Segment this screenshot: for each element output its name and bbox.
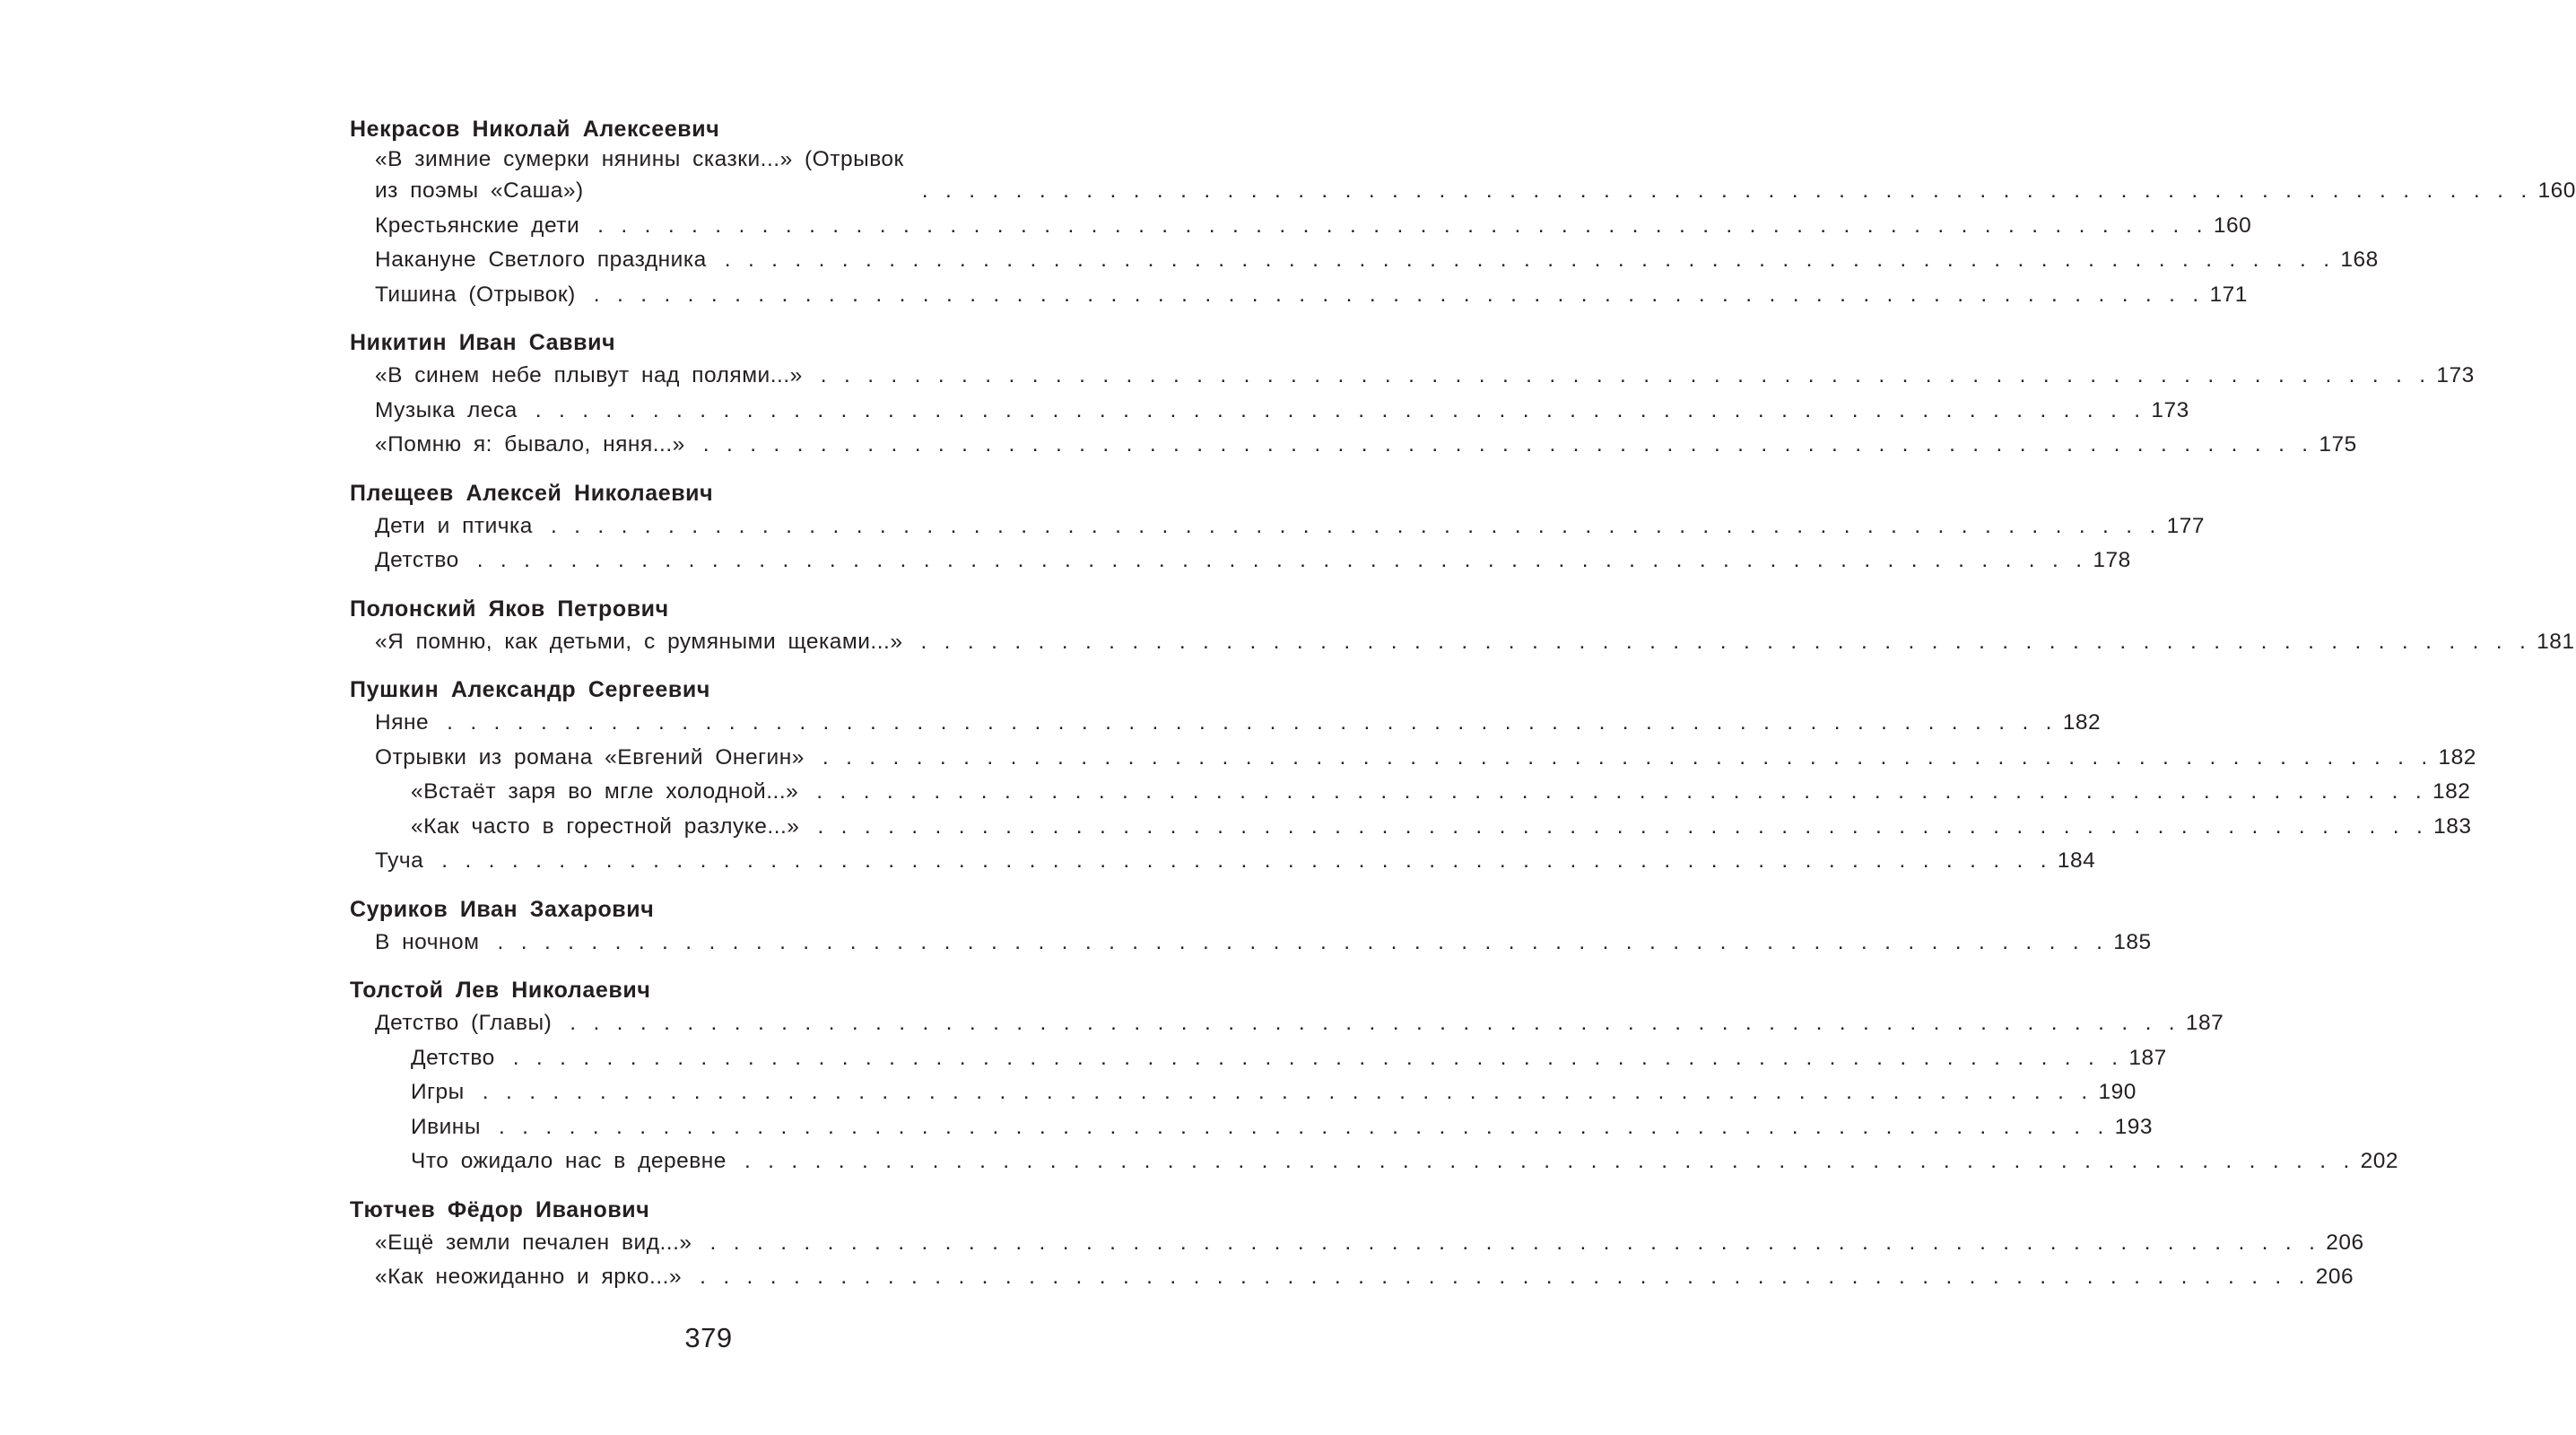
- page-ref: 173: [2436, 363, 2475, 387]
- page-ref: 187: [2185, 1011, 2224, 1035]
- dot-leader: . . . . . . . . . . . . . . . . . . . . . . . . . . . . . . . . . . . . . . . . . . . . . . . . . . . . . . . . . . . . . . . . . . . . .: [570, 1011, 2180, 1035]
- toc-subentry: [350, 810, 2472, 845]
- entry-title: [375, 145, 904, 209]
- entry-title-text: «Как неожиданно и ярко...»: [375, 1265, 683, 1289]
- toc-entry: [350, 1260, 2354, 1295]
- entry-title: [411, 775, 798, 810]
- dot-leader: . . . . . . . . . . . . . . . . . . . . . . . . . . . . . . . . . . . . . . . . . . . . . . . . . . . . . . . . . . . . . . . . . . . . .: [724, 248, 2336, 272]
- entry-title: [375, 741, 805, 776]
- entry-title: [411, 810, 799, 845]
- dot-leader: . . . . . . . . . . . . . . . . . . . . . . . . . . . . . . . . . . . . . . . . . . . . . . . . . . . . . . . . . . . . . . . . . . . . .: [744, 1149, 2355, 1173]
- dot-leader: . . . . . . . . . . . . . . . . . . . . . . . . . . . . . . . . . . . . . . . . . . . . . . . . . . . . . . . . . . . . . . . . . . . . .: [700, 1265, 2311, 1289]
- entry-title: [375, 359, 803, 394]
- toc-entry: [350, 278, 2248, 313]
- toc-section: [350, 974, 2398, 1179]
- toc-entry: [350, 1226, 2364, 1261]
- toc-entry: [350, 741, 2476, 776]
- dot-leader: . . . . . . . . . . . . . . . . . . . . . . . . . . . . . . . . . . . . . . . . . . . . . . . . . . . . . . . . . . . . . . . . . . . . .: [709, 1230, 2321, 1255]
- author-heading: Толстой Лев Николаевич: [350, 978, 651, 1003]
- entry-title: [411, 1075, 465, 1110]
- author-heading: Суриков Иван Захарович: [350, 896, 655, 922]
- page-ref: 160: [2537, 178, 2576, 203]
- page-ref: 184: [2057, 848, 2096, 873]
- author-heading: Никитин Иван Саввич: [350, 330, 616, 355]
- toc-entry: [350, 209, 2252, 244]
- toc-section: [350, 674, 2476, 879]
- dot-leader: . . . . . . . . . . . . . . . . . . . . . . . . . . . . . . . . . . . . . . . . . . . . . . . . . . . . . . . . . . . . . . . . . . . . .: [597, 213, 2208, 238]
- dot-leader: . . . . . . . . . . . . . . . . . . . . . . . . . . . . . . . . . . . . . . . . . . . . . . . . . . . . . . . . . . . . . . . . . . . . .: [816, 779, 2427, 804]
- page-ref: 182: [2062, 710, 2102, 735]
- entry-title: [375, 394, 518, 429]
- page-ref: 190: [2098, 1080, 2137, 1104]
- toc-entry: [350, 359, 2475, 394]
- entry-title: [411, 1110, 481, 1145]
- toc-subentry: [350, 1144, 2398, 1179]
- page-ref: 182: [2438, 744, 2476, 770]
- entry-title: [375, 844, 423, 879]
- entry-title-text: из поэмы «Саша»): [375, 178, 584, 203]
- entry-title-text: Тишина (Отрывок): [375, 282, 576, 307]
- page-ref: 206: [2326, 1230, 2364, 1255]
- entry-title: [375, 209, 579, 244]
- entry-title-text: Игры: [411, 1080, 465, 1104]
- entry-title: [411, 1144, 727, 1179]
- entry-title-text: Туча: [375, 848, 424, 873]
- dot-leader: . . . . . . . . . . . . . . . . . . . . . . . . . . . . . . . . . . . . . . . . . . . . . . . . . . . . . . . . . . . . . . . . . . . . .: [702, 432, 2314, 457]
- entry-title-text: Детство: [411, 1045, 495, 1070]
- toc-subentry: [350, 775, 2471, 810]
- page-ref: 206: [2315, 1265, 2354, 1289]
- table-of-contents: [350, 113, 2576, 1295]
- author-heading: Плещеев Алексей Николаевич: [350, 480, 714, 506]
- dot-leader: . . . . . . . . . . . . . . . . . . . . . . . . . . . . . . . . . . . . . . . . . . . . . . . . . . . . . . . . . . . . . . . . . . . . .: [447, 710, 2058, 735]
- entry-title-text: Няне: [375, 710, 430, 735]
- entry-title: [375, 1226, 692, 1261]
- toc-section: [350, 893, 2152, 961]
- page-ref: 187: [2128, 1045, 2167, 1070]
- entry-title-text: «Как часто в горестной разлуке...»: [411, 813, 800, 839]
- toc-entry: [350, 625, 2575, 660]
- toc-entry: [350, 706, 2102, 741]
- author-heading: Некрасов Николай Алексеевич: [350, 117, 720, 142]
- page-ref: 178: [2093, 548, 2131, 572]
- entry-title-text: Накануне Светлого праздника: [375, 248, 707, 272]
- dot-leader: . . . . . . . . . . . . . . . . . . . . . . . . . . . . . . . . . . . . . . . . . . . . . . . . . . . . . . . . . . . . . . . . . . . . .: [535, 397, 2146, 422]
- entry-title: [375, 278, 576, 313]
- toc-entry: [350, 926, 2152, 961]
- page-ref: 185: [2113, 929, 2152, 954]
- entry-title-text: Что ожидало нас в деревне: [411, 1149, 727, 1173]
- page-number: 379: [684, 1322, 733, 1353]
- page-ref: 182: [2432, 779, 2471, 804]
- dot-leader: . . . . . . . . . . . . . . . . . . . . . . . . . . . . . . . . . . . . . . . . . . . . . . . . . . . . . . . . . . . . . . . . . . . . .: [550, 513, 2162, 538]
- entry-title-text: В ночном: [375, 929, 480, 954]
- entry-title: [375, 706, 429, 741]
- entry-title-text: «Ещё земли печален вид...»: [375, 1230, 692, 1255]
- page-ref: 177: [2166, 513, 2205, 538]
- entry-title-text: Дети и птичка: [375, 513, 533, 538]
- toc-entry: [350, 145, 2576, 209]
- toc-subentry: [350, 1075, 2137, 1110]
- dot-leader: . . . . . . . . . . . . . . . . . . . . . . . . . . . . . . . . . . . . . . . . . . . . . . . . . . . . . . . . . . . . . . . . . . . . .: [498, 1114, 2110, 1139]
- toc-section: [350, 477, 2205, 578]
- entry-title: [375, 1260, 682, 1295]
- dot-leader: . . . . . . . . . . . . . . . . . . . . . . . . . . . . . . . . . . . . . . . . . . . . . . . . . . . . . . . . . . . . . . . . . . . . .: [593, 282, 2205, 307]
- dot-leader: . . . . . . . . . . . . . . . . . . . . . . . . . . . . . . . . . . . . . . . . . . . . . . . . . . . . . . . . . . . . . . . . . . . . .: [482, 1080, 2093, 1104]
- author-heading: Полонский Яков Петрович: [350, 596, 669, 622]
- toc-entry: [350, 509, 2205, 544]
- entry-title-text: «Помню я: бывало, няня...»: [375, 432, 685, 457]
- dot-leader: . . . . . . . . . . . . . . . . . . . . . . . . . . . . . . . . . . . . . . . . . . . . . . . . . . . . . . . . . . . . . . . . . . . . .: [921, 178, 2533, 203]
- toc-section: [350, 1194, 2364, 1295]
- entry-title: [411, 1041, 495, 1076]
- page-ref: 168: [2340, 248, 2379, 272]
- dot-leader: . . . . . . . . . . . . . . . . . . . . . . . . . . . . . . . . . . . . . . . . . . . . . . . . . . . . . . . . . . . . . . . . . . . . .: [497, 929, 2109, 954]
- page-ref: 202: [2360, 1149, 2398, 1173]
- dot-leader: . . . . . . . . . . . . . . . . . . . . . . . . . . . . . . . . . . . . . . . . . . . . . . . . . . . . . . . . . . . . . . . . . . . . .: [476, 548, 2088, 572]
- dot-leader: . . . . . . . . . . . . . . . . . . . . . . . . . . . . . . . . . . . . . . . . . . . . . . . . . . . . . . . . . . . . . . . . . . . . .: [820, 363, 2432, 387]
- page-ref: 173: [2151, 397, 2189, 422]
- entry-title: [375, 1006, 552, 1041]
- toc-entry: [350, 1006, 2224, 1041]
- toc-entry: [350, 428, 2357, 463]
- toc-section: [350, 326, 2475, 463]
- toc-subentry: [350, 1041, 2167, 1076]
- entry-title-text: Крестьянские дети: [375, 213, 580, 238]
- toc-entry: [350, 544, 2131, 578]
- page-ref: 193: [2114, 1114, 2153, 1139]
- dot-leader: . . . . . . . . . . . . . . . . . . . . . . . . . . . . . . . . . . . . . . . . . . . . . . . . . . . . . . . . . . . . . . . . . . . . .: [822, 744, 2433, 770]
- page-ref: 171: [2209, 282, 2248, 307]
- entry-title: [375, 926, 480, 961]
- entry-title-text: Детство (Главы): [375, 1011, 553, 1035]
- entry-title-text: Детство: [375, 548, 459, 572]
- entry-title-text: «Встаёт заря во мгле холодной...»: [411, 779, 799, 804]
- entry-title-text: Отрывки из романа «Евгений Онегин»: [375, 744, 805, 770]
- author-heading: Тютчев Фёдор Иванович: [350, 1196, 650, 1222]
- entry-title-line1: «В зимние сумерки нянины сказки...» (Отрывок: [375, 147, 904, 171]
- entry-title: [375, 243, 707, 278]
- entry-title: [375, 428, 685, 463]
- toc-subentry: [350, 1110, 2153, 1145]
- dot-leader: . . . . . . . . . . . . . . . . . . . . . . . . . . . . . . . . . . . . . . . . . . . . . . . . . . . . . . . . . . . . . . . . . . . . .: [512, 1045, 2124, 1070]
- dot-leader: . . . . . . . . . . . . . . . . . . . . . . . . . . . . . . . . . . . . . . . . . . . . . . . . . . . . . . . . . . . . . . . . . . . . .: [920, 629, 2532, 654]
- page-ref: 160: [2213, 213, 2252, 238]
- toc-section: [350, 593, 2575, 660]
- toc-section: [350, 113, 2576, 312]
- page-ref: 183: [2433, 813, 2472, 839]
- page-ref: 181: [2537, 629, 2575, 654]
- toc-entry: [350, 394, 2189, 429]
- entry-title-text: Музыка леса: [375, 397, 518, 422]
- entry-title-text: «Я помню, как детьми, с румяными щеками...»: [375, 629, 903, 654]
- entry-title-text: Ивины: [411, 1114, 481, 1139]
- entry-title-text: «В синем небе плывут над полями...»: [375, 363, 803, 387]
- toc-entry: [350, 844, 2096, 879]
- author-heading: Пушкин Александр Сергеевич: [350, 677, 710, 702]
- page-ref: 175: [2319, 432, 2357, 457]
- dot-leader: . . . . . . . . . . . . . . . . . . . . . . . . . . . . . . . . . . . . . . . . . . . . . . . . . . . . . . . . . . . . . . . . . . . . .: [817, 813, 2429, 839]
- entry-title: [375, 625, 902, 660]
- toc-entry: [350, 243, 2379, 278]
- dot-leader: . . . . . . . . . . . . . . . . . . . . . . . . . . . . . . . . . . . . . . . . . . . . . . . . . . . . . . . . . . . . . . . . . . . . .: [441, 848, 2052, 873]
- entry-title: [375, 544, 459, 578]
- entry-title: [375, 509, 533, 544]
